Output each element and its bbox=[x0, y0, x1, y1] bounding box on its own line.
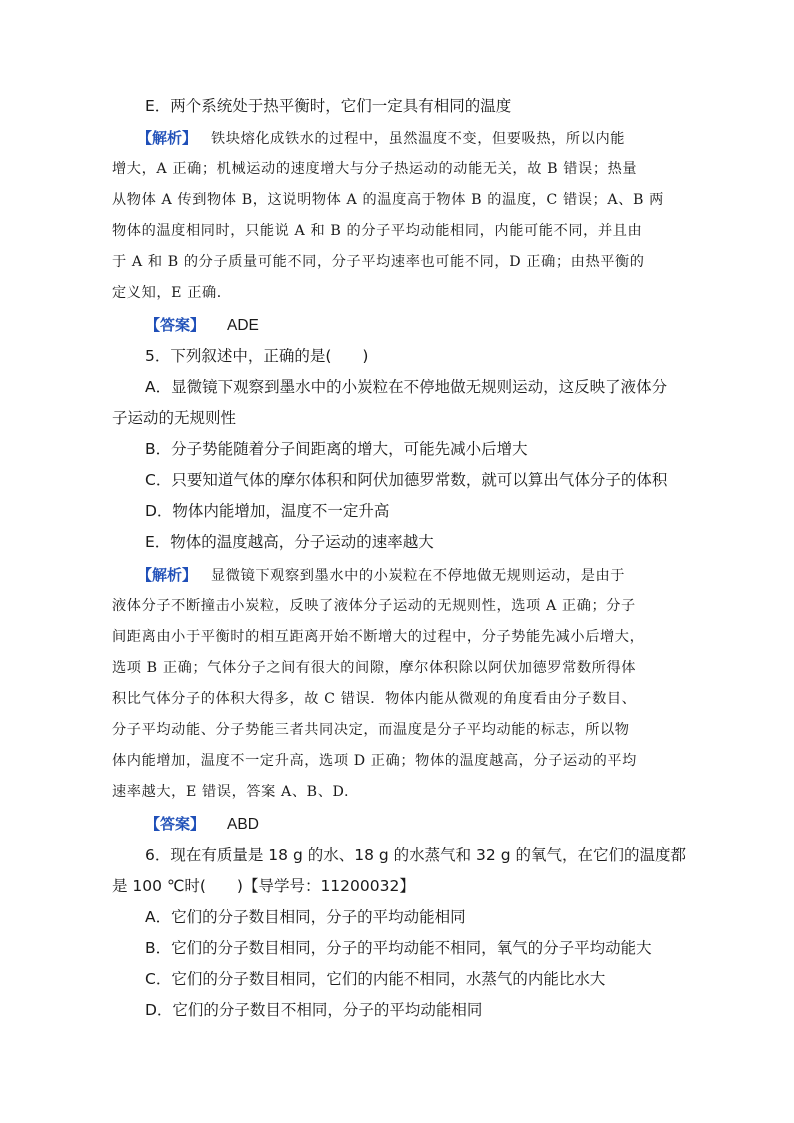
q6-stem-2: 是 100 ℃时( )【导学号：11200032】 bbox=[112, 877, 415, 895]
q4-analysis-tag: 【解析】 bbox=[137, 129, 198, 147]
q4-analysis-line-3: 从物体 A 传到物体 B，这说明物体 A 的温度高于物体 B 的温度，C 错误；A、B 两 bbox=[112, 192, 664, 208]
q6-option-b: B．它们的分子数目相同，分子的平均动能不相同，氧气的分子平均动能大 bbox=[145, 939, 652, 957]
q4-analysis-line-2: 增大，A 正确；机械运动的速度增大与分子热运动的动能无关，故 B 错误；热量 bbox=[112, 161, 638, 177]
q5-stem: 5．下列叙述中，正确的是( ) bbox=[145, 347, 369, 365]
q5-option-d: D．物体内能增加，温度不一定升高 bbox=[145, 502, 390, 520]
q4-answer bbox=[145, 313, 685, 338]
q4-analysis-line-6: 定义知，E 正确． bbox=[112, 285, 232, 301]
q6-option-d: D．它们的分子数目不相同，分子的平均动能相同 bbox=[145, 1001, 483, 1019]
q5-analysis-line-2: 液体分子不断撞击小炭粒，反映了液体分子运动的无规则性，选项 A 正确；分子 bbox=[112, 598, 636, 614]
q4-option-e: E．两个系统处于热平衡时，它们一定具有相同的温度 bbox=[145, 97, 512, 115]
q4-analysis-line-4: 物体的温度相同时，只能说 A 和 B 的分子平均动能相同，内能可能不同，并且由 bbox=[112, 223, 643, 239]
q4-answer-value: ADE bbox=[227, 317, 259, 334]
q5-option-a-1: A．显微镜下观察到墨水中的小炭粒在不停地做无规则运动，这反映了液体分 bbox=[145, 378, 668, 396]
q5-option-a-2: 子运动的无规则性 bbox=[112, 409, 237, 427]
q5-analysis-line-6: 分子平均动能、分子势能三者共同决定，而温度是分子平均动能的标志，所以物 bbox=[112, 722, 630, 738]
q5-analysis-line-3: 间距离由小于平衡时的相互距离开始不断增大的过程中，分子势能先减小后增大， bbox=[112, 629, 645, 645]
q5-option-c: C．只要知道气体的摩尔体积和阿伏加德罗常数，就可以算出气体分子的体积 bbox=[145, 471, 668, 489]
q5-analysis-line-4: 选项 B 正确；气体分子之间有很大的间隙，摩尔体积除以阿伏加德罗常数所得体 bbox=[112, 660, 637, 676]
q5-option-e: E．物体的温度越高，分子运动的速率越大 bbox=[145, 533, 434, 551]
q5-analysis-line-1: 【解析】 显微镜下观察到墨水中的小炭粒在不停地做无规则运动，是由于 bbox=[137, 566, 626, 584]
q5-answer-value: ABD bbox=[227, 816, 259, 833]
q4-analysis-line-5: 于 A 和 B 的分子质量可能不同，分子平均速率也可能不同，D 正确；由热平衡的 bbox=[112, 254, 645, 270]
q5-option-b: B．分子势能随着分子间距离的增大，可能先减小后增大 bbox=[145, 440, 528, 458]
q4-answer-tag: 【答案】 bbox=[145, 316, 206, 334]
q5-analysis-line-5: 积比气体分子的体积大得多，故 C 错误．物体内能从微观的角度看由分子数目、 bbox=[112, 691, 637, 707]
q4-analysis-line-1: 【解析】 铁块熔化成铁水的过程中，虽然温度不变，但要吸热，所以内能 bbox=[137, 129, 626, 147]
q5-analysis-line-7: 体内能增加，温度不一定升高，选项 D 正确；物体的温度越高，分子运动的平均 bbox=[112, 753, 637, 769]
q6-option-c: C．它们的分子数目相同，它们的内能不相同，水蒸气的内能比水大 bbox=[145, 970, 606, 988]
q6-option-a: A．它们的分子数目相同，分子的平均动能相同 bbox=[145, 908, 466, 926]
q5-answer bbox=[145, 812, 685, 837]
q5-answer-tag: 【答案】 bbox=[145, 815, 206, 833]
q5-analysis-tag: 【解析】 bbox=[137, 566, 198, 584]
q6-stem-1: 6．现在有质量是 18 g 的水、18 g 的水蒸气和 32 g 的氧气，在它们的温度都 bbox=[145, 846, 686, 864]
q5-analysis-line-8: 速率越大，E 错误，答案 A、B、D. bbox=[112, 784, 350, 800]
